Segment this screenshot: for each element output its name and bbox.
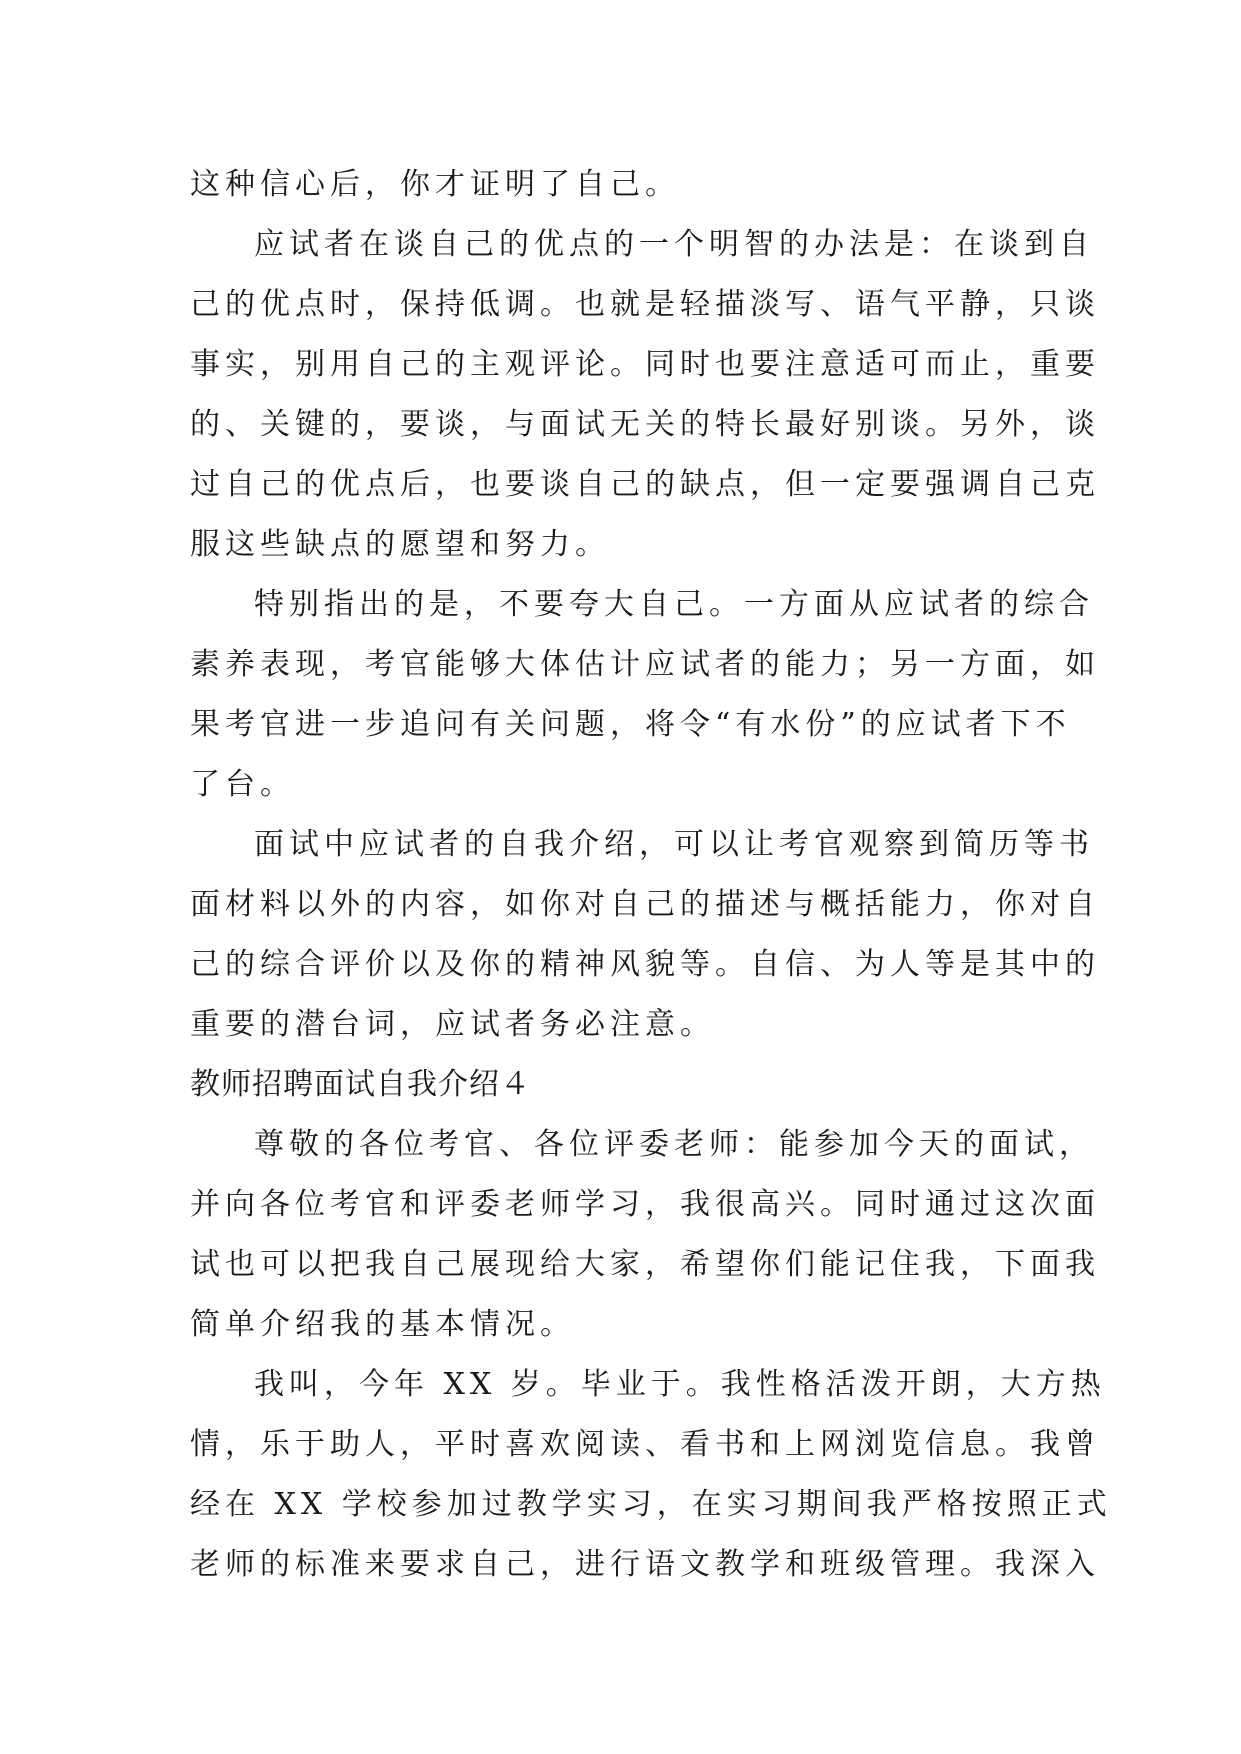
text-line: 了台。: [190, 767, 295, 802]
text-line: 老师的标准来要求自己，进行语文教学和班级管理。我深入: [190, 1547, 1100, 1582]
text-line: 应试者在谈自己的优点的一个明智的办法是：在谈到自: [254, 227, 1094, 262]
text-line: 尊敬的各位考官、各位评委老师：能参加今天的面试，: [254, 1127, 1094, 1162]
text-line: 我叫，今年 XX 岁。毕业于。我性格活泼开朗，大方热: [254, 1367, 1106, 1402]
text-line: 果考官进一步追问有关问题，将令“有水份”的应试者下不: [190, 707, 1071, 742]
text-line: 服这些缺点的愿望和努力。: [190, 527, 610, 562]
text-line: 试也可以把我自己展现给大家，希望你们能记住我，下面我: [190, 1247, 1100, 1282]
text-line: 己的综合评价以及你的精神风貌等。自信、为人等是其中的: [190, 947, 1100, 982]
text-line: 己的优点时，保持低调。也就是轻描淡写、语气平静，只谈: [190, 287, 1100, 322]
text-line: 并向各位考官和评委老师学习，我很高兴。同时通过这次面: [190, 1187, 1100, 1222]
text-line: 素养表现，考官能够大体估计应试者的能力；另一方面，如: [190, 647, 1100, 682]
text-line: 重要的潜台词，应试者务必注意。: [190, 1007, 715, 1042]
text-line: 面材料以外的内容，如你对自己的描述与概括能力，你对自: [190, 887, 1100, 922]
section-heading: 教师招聘面试自我介绍４: [190, 1067, 531, 1102]
text-line: 经在 XX 学校参加过教学实习，在实习期间我严格按照正式: [190, 1487, 1112, 1522]
text-line: 面试中应试者的自我介绍，可以让考官观察到简历等书: [254, 827, 1094, 862]
text-line: 事实，别用自己的主观评论。同时也要注意适可而止，重要: [190, 347, 1100, 382]
text-line: 情，乐于助人，平时喜欢阅读、看书和上网浏览信息。我曾: [190, 1427, 1100, 1462]
document-page: [190, 155, 1112, 1595]
text-line: 特别指出的是，不要夸大自己。一方面从应试者的综合: [254, 587, 1094, 622]
text-line: 这种信心后，你才证明了自己。: [190, 167, 680, 202]
text-line: 的、关键的，要谈，与面试无关的特长最好别谈。另外，谈: [190, 407, 1100, 442]
text-line: 简单介绍我的基本情况。: [190, 1307, 575, 1342]
text-line: 过自己的优点后，也要谈自己的缺点，但一定要强调自己克: [190, 467, 1100, 502]
